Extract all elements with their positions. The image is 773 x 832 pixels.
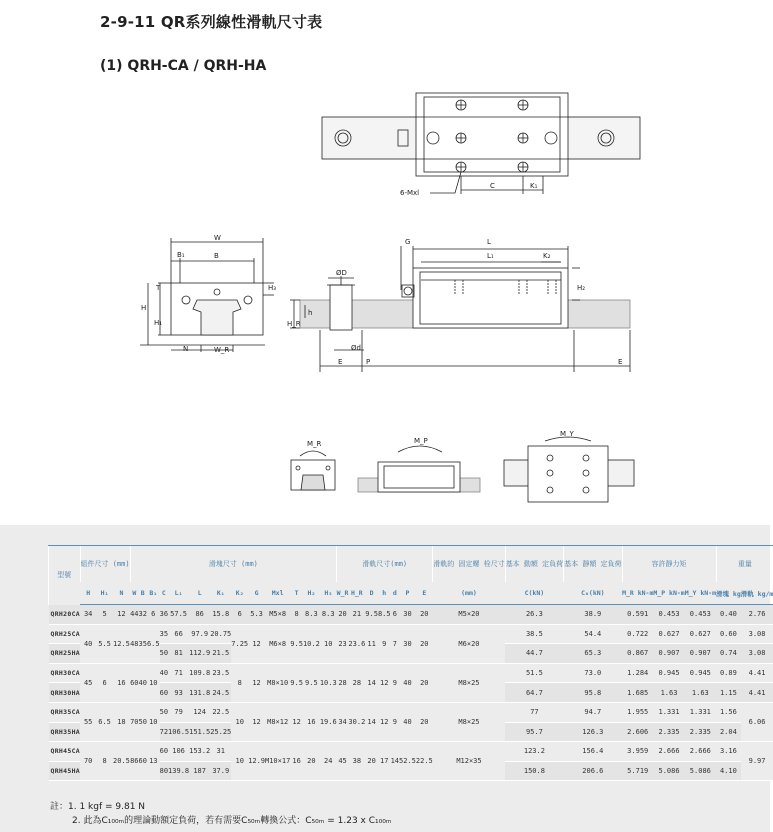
th-h-small: h bbox=[378, 582, 391, 605]
cell: 10 bbox=[320, 624, 337, 663]
footnotes bbox=[50, 800, 391, 828]
th-h2: H₂ bbox=[303, 582, 320, 605]
cell: 9.5 bbox=[290, 663, 303, 702]
cell: 40 bbox=[80, 624, 96, 663]
cell: 77 bbox=[505, 702, 563, 722]
cell: 55 bbox=[80, 702, 96, 741]
label-g: G bbox=[405, 238, 411, 246]
th-my: M_Y kN-m bbox=[685, 582, 716, 605]
cell: 21 bbox=[348, 605, 365, 625]
th-n: N bbox=[113, 582, 130, 605]
cell: M10×17 bbox=[265, 742, 290, 781]
moment-mr-drawing bbox=[291, 451, 335, 490]
cell: 8.3 bbox=[320, 605, 337, 625]
cell: 153.2 bbox=[189, 742, 210, 762]
cell: 2.76 bbox=[741, 605, 773, 625]
cell: 9 bbox=[391, 663, 399, 702]
cell: 72 bbox=[160, 722, 168, 742]
cell: 126.3 bbox=[564, 722, 622, 742]
cell: 95.7 bbox=[505, 722, 563, 742]
cell: M12×35 bbox=[433, 742, 505, 781]
cell: M5×8 bbox=[265, 605, 290, 625]
cell: 2.335 bbox=[653, 722, 684, 742]
th-e: E bbox=[416, 582, 433, 605]
cell: 20 bbox=[416, 702, 433, 741]
side-view-drawing bbox=[290, 246, 630, 372]
cell: 2.606 bbox=[622, 722, 653, 742]
th-d-big: D bbox=[365, 582, 378, 605]
label-l: L bbox=[487, 238, 491, 246]
cell: 35 bbox=[139, 624, 147, 663]
cell: 0.945 bbox=[685, 663, 716, 683]
cell: 1.331 bbox=[685, 702, 716, 722]
cell: 57.5 bbox=[168, 605, 189, 625]
cell: 0.453 bbox=[653, 605, 684, 625]
cell: 151.5 bbox=[189, 722, 210, 742]
cell: 156.4 bbox=[564, 742, 622, 762]
cell: 2.335 bbox=[685, 722, 716, 742]
footnote-1: 註：1. 1 kgf = 9.81 N bbox=[50, 802, 146, 812]
cell: 38.5 bbox=[505, 624, 563, 644]
cell: 40 bbox=[160, 663, 168, 683]
th-assembly: 組件尺寸 (mm) bbox=[80, 546, 130, 583]
cell: 71 bbox=[168, 663, 189, 683]
cell: 2.666 bbox=[685, 742, 716, 762]
cell: 35 bbox=[160, 624, 168, 644]
cell: 14 bbox=[391, 742, 399, 781]
label-my: M_Y bbox=[560, 430, 574, 438]
cell: 4.41 bbox=[741, 663, 773, 683]
th-wr: W_R bbox=[337, 582, 349, 605]
cell: 86 bbox=[189, 605, 210, 625]
cell: M5×20 bbox=[433, 605, 505, 625]
cell: 8.3 bbox=[303, 605, 320, 625]
label-h-small: h bbox=[308, 309, 313, 317]
cell: 64.7 bbox=[505, 683, 563, 703]
cell: 12 bbox=[248, 702, 265, 741]
cell: 1.685 bbox=[622, 683, 653, 703]
cell: 1.15 bbox=[716, 683, 741, 703]
cell: 8 bbox=[96, 742, 112, 781]
cell: 40 bbox=[139, 663, 147, 702]
label-mxl: 6-Mxl bbox=[400, 189, 420, 197]
cell: 5.086 bbox=[685, 761, 716, 781]
cell: 139.8 bbox=[168, 761, 189, 781]
cell: 8 bbox=[290, 605, 303, 625]
cell: 6.5 bbox=[147, 624, 160, 663]
cell: 6.5 bbox=[96, 702, 112, 741]
cell: 38 bbox=[348, 742, 365, 781]
cell: 0.453 bbox=[685, 605, 716, 625]
th-h1: H₁ bbox=[96, 582, 112, 605]
cell: 97.9 bbox=[189, 624, 210, 644]
cell: 0.89 bbox=[716, 663, 741, 683]
cell: 23.6 bbox=[348, 624, 365, 663]
th-weight-block: 滑塊 kg bbox=[716, 582, 741, 605]
cell: 32 bbox=[139, 605, 147, 625]
front-view-drawing bbox=[140, 238, 277, 352]
th-l: L bbox=[189, 582, 210, 605]
th-h: H bbox=[80, 582, 96, 605]
cell: 12 bbox=[248, 663, 265, 702]
label-mp: M_P bbox=[414, 437, 428, 445]
cell: 106.5 bbox=[168, 722, 189, 742]
table-row bbox=[49, 663, 773, 683]
label-t: T bbox=[156, 284, 161, 292]
cell: 17 bbox=[378, 742, 391, 781]
moment-my-drawing bbox=[504, 437, 634, 502]
label-h1: H₁ bbox=[154, 319, 163, 327]
cell: 23.5 bbox=[210, 663, 231, 683]
cell: 1.63 bbox=[653, 683, 684, 703]
cell: 6 bbox=[96, 663, 112, 702]
page-subtitle: (1) QRH-CA / QRH-HA bbox=[100, 58, 267, 74]
cell: 6 bbox=[391, 605, 399, 625]
th-w: W bbox=[130, 582, 138, 605]
cell: 12 bbox=[290, 702, 303, 741]
cell-model: QRH20CA bbox=[49, 605, 81, 625]
cell: 131.8 bbox=[189, 683, 210, 703]
cell: 45 bbox=[337, 742, 349, 781]
cell: 28 bbox=[348, 663, 365, 702]
cell: 44.7 bbox=[505, 644, 563, 664]
label-d: Ød bbox=[351, 344, 361, 352]
th-block: 滑塊尺寸 (mm) bbox=[130, 546, 337, 583]
label-h: H bbox=[141, 304, 147, 312]
label-b1: B₁ bbox=[177, 251, 185, 259]
cell: 6.06 bbox=[741, 702, 773, 741]
cell: 81 bbox=[168, 644, 189, 664]
label-e-left: E bbox=[338, 358, 343, 366]
label-p: P bbox=[366, 358, 371, 366]
cell: 10.3 bbox=[320, 663, 337, 702]
cell: 7 bbox=[391, 624, 399, 663]
cell: 28 bbox=[337, 663, 349, 702]
label-mr: M_R bbox=[307, 440, 322, 448]
cell: 10.2 bbox=[303, 624, 320, 663]
cell: 24 bbox=[320, 742, 337, 781]
label-b: B bbox=[214, 252, 219, 260]
cell: 15.8 bbox=[210, 605, 231, 625]
cell: 0.60 bbox=[716, 624, 741, 644]
cell: 4.10 bbox=[716, 761, 741, 781]
label-od: ØD bbox=[336, 269, 347, 277]
cell: 50 bbox=[160, 644, 168, 664]
cell: 1.284 bbox=[622, 663, 653, 683]
cell: 40 bbox=[399, 663, 416, 702]
th-b: B bbox=[139, 582, 147, 605]
cell-model: QRH25HA bbox=[49, 644, 81, 664]
th-b1: B₁ bbox=[147, 582, 160, 605]
cell: 34 bbox=[337, 702, 349, 741]
moment-mp-drawing bbox=[358, 446, 480, 492]
cell: 8 bbox=[231, 663, 248, 702]
cell: 123.2 bbox=[505, 742, 563, 762]
cell-model: QRH30HA bbox=[49, 683, 81, 703]
cell: 79 bbox=[168, 702, 189, 722]
cell: 4.41 bbox=[741, 683, 773, 703]
cell: 5.5 bbox=[96, 624, 112, 663]
th-l1: L₁ bbox=[168, 582, 189, 605]
cell-model: QRH35CA bbox=[49, 702, 81, 722]
th-t: T bbox=[290, 582, 303, 605]
cell: 70 bbox=[130, 702, 138, 741]
cell: 16 bbox=[290, 742, 303, 781]
cell: 150.8 bbox=[505, 761, 563, 781]
cell: 1.955 bbox=[622, 702, 653, 722]
label-l1: L₁ bbox=[487, 252, 494, 260]
cell: 7.25 bbox=[231, 624, 248, 663]
cell: 9 bbox=[378, 624, 391, 663]
th-moment: 容許靜力矩 bbox=[622, 546, 716, 583]
cell: 20.75 bbox=[210, 624, 231, 644]
cell: 6 bbox=[231, 605, 248, 625]
table-row bbox=[49, 605, 773, 625]
label-c: C bbox=[490, 182, 495, 190]
cell-model: QRH25CA bbox=[49, 624, 81, 644]
label-w: W bbox=[214, 234, 221, 242]
cell: 20 bbox=[416, 624, 433, 663]
th-rail-bolt: 滑軌的 固定螺 栓尺寸 bbox=[433, 546, 505, 583]
spec-table bbox=[48, 545, 773, 781]
cell: 109.8 bbox=[189, 663, 210, 683]
cell: 30 bbox=[399, 624, 416, 663]
th-c0: C₀(kN) bbox=[564, 582, 622, 605]
cell: 48 bbox=[130, 624, 138, 663]
cell: 1.56 bbox=[716, 702, 741, 722]
cell: 65.3 bbox=[564, 644, 622, 664]
cell: 12 bbox=[113, 605, 130, 625]
cell: 36 bbox=[160, 605, 168, 625]
th-hr: H_R bbox=[348, 582, 365, 605]
th-rail: 滑軌尺寸(mm) bbox=[337, 546, 433, 583]
cell: 2.666 bbox=[653, 742, 684, 762]
label-k2: K₂ bbox=[543, 252, 551, 260]
cell: 1.63 bbox=[685, 683, 716, 703]
th-k1: K₁ bbox=[210, 582, 231, 605]
th-weight: 重量 bbox=[716, 546, 773, 583]
cell: 12 bbox=[378, 702, 391, 741]
cell: 8.5 bbox=[378, 605, 391, 625]
cell: 73.0 bbox=[564, 663, 622, 683]
cell: 52.5 bbox=[399, 742, 416, 781]
th-model: 型號 bbox=[49, 546, 81, 605]
th-stat: 基本 靜額 定負荷 bbox=[564, 546, 622, 583]
cell: 20 bbox=[416, 605, 433, 625]
cell: 20 bbox=[416, 663, 433, 702]
cell: 50 bbox=[160, 702, 168, 722]
cell: 5.086 bbox=[653, 761, 684, 781]
cell: 0.591 bbox=[622, 605, 653, 625]
cell: 9 bbox=[391, 702, 399, 741]
cell: 12 bbox=[378, 663, 391, 702]
page-title: 2-9-11 QR系列線性滑軌尺寸表 bbox=[100, 13, 323, 31]
cell: 54.4 bbox=[564, 624, 622, 644]
cell: 34 bbox=[80, 605, 96, 625]
cell: 112.9 bbox=[189, 644, 210, 664]
cell: 5.3 bbox=[248, 605, 265, 625]
cell: 9.97 bbox=[741, 742, 773, 781]
cell: 106 bbox=[168, 742, 189, 762]
cell: 14 bbox=[365, 702, 378, 741]
cell: 50 bbox=[139, 702, 147, 741]
cell: 12.5 bbox=[113, 624, 130, 663]
cell: 13 bbox=[147, 742, 160, 781]
cell: 26.3 bbox=[505, 605, 563, 625]
cell: 10 bbox=[231, 742, 248, 781]
cell: 10 bbox=[147, 702, 160, 741]
cell: 9.5 bbox=[303, 663, 320, 702]
cell: 25.25 bbox=[210, 722, 231, 742]
cell: 37.9 bbox=[210, 761, 231, 781]
th-mxl: Mxl bbox=[265, 582, 290, 605]
cell: 0.907 bbox=[685, 644, 716, 664]
cell: M6×8 bbox=[265, 624, 290, 663]
cell: 0.722 bbox=[622, 624, 653, 644]
cell: 24.5 bbox=[210, 683, 231, 703]
cell: 22.5 bbox=[210, 702, 231, 722]
cell: 44 bbox=[130, 605, 138, 625]
cell-model: QRH30CA bbox=[49, 663, 81, 683]
cell: 5.719 bbox=[622, 761, 653, 781]
cell: 0.627 bbox=[653, 624, 684, 644]
th-d-small: d bbox=[391, 582, 399, 605]
th-c-dyn: C(kN) bbox=[505, 582, 563, 605]
cell-model: QRH35HA bbox=[49, 722, 81, 742]
label-n: N bbox=[183, 345, 189, 353]
cell: 9.5 bbox=[290, 624, 303, 663]
cell: 0.74 bbox=[716, 644, 741, 664]
cell: 11 bbox=[365, 624, 378, 663]
cell: 5 bbox=[96, 605, 112, 625]
label-e-right: E bbox=[618, 358, 623, 366]
th-g: G bbox=[248, 582, 265, 605]
cell: 66 bbox=[168, 624, 189, 644]
cell: 70 bbox=[80, 742, 96, 781]
cell: M8×25 bbox=[433, 663, 505, 702]
cell: 18 bbox=[113, 702, 130, 741]
cell: 45 bbox=[80, 663, 96, 702]
cell: 16 bbox=[113, 663, 130, 702]
cell: 86 bbox=[130, 742, 138, 781]
cell: 3.959 bbox=[622, 742, 653, 762]
cell: M8×25 bbox=[433, 702, 505, 741]
cell-model: QRH45CA bbox=[49, 742, 81, 762]
th-k2: K₂ bbox=[231, 582, 248, 605]
th-mr: M_R kN-m bbox=[622, 582, 653, 605]
cell: 3.16 bbox=[716, 742, 741, 762]
cell: 30 bbox=[399, 605, 416, 625]
cell: 187 bbox=[189, 761, 210, 781]
cell: 31 bbox=[210, 742, 231, 762]
cell: 0.867 bbox=[622, 644, 653, 664]
cell: M8×10 bbox=[265, 663, 290, 702]
cell: 10 bbox=[147, 663, 160, 702]
label-h2: H₂ bbox=[577, 284, 586, 292]
cell: M8×12 bbox=[265, 702, 290, 741]
cell: 20 bbox=[365, 742, 378, 781]
cell: 0.40 bbox=[716, 605, 741, 625]
cell: 22.5 bbox=[416, 742, 433, 781]
th-weight-rail: 滑軌 kg/m bbox=[741, 582, 773, 605]
cell: 20 bbox=[337, 605, 349, 625]
cell: 60 bbox=[160, 742, 168, 762]
th-mp: M_P kN-m bbox=[653, 582, 684, 605]
cell: 19.6 bbox=[320, 702, 337, 741]
label-h3: H₃ bbox=[268, 284, 277, 292]
label-k1: K₁ bbox=[530, 182, 538, 190]
cell: 60 bbox=[139, 742, 147, 781]
cell: M6×20 bbox=[433, 624, 505, 663]
top-view-drawing bbox=[322, 93, 640, 194]
cell: 9.5 bbox=[365, 605, 378, 625]
cell: 40 bbox=[399, 702, 416, 741]
cell-model: QRH45HA bbox=[49, 761, 81, 781]
cell: 2.04 bbox=[716, 722, 741, 742]
cell: 0.907 bbox=[653, 644, 684, 664]
cell: 3.08 bbox=[741, 624, 773, 644]
label-wr: W_R bbox=[214, 346, 230, 354]
cell: 124 bbox=[189, 702, 210, 722]
cell: 10 bbox=[231, 702, 248, 741]
cell: 51.5 bbox=[505, 663, 563, 683]
footnote-2: 2. 此為C₁₀₀ₘ的理論動額定負荷，若有需要C₅₀ₘ轉換公式：C₅₀ₘ = 1.23 x C₁₀₀ₘ bbox=[72, 816, 392, 826]
cell: 94.7 bbox=[564, 702, 622, 722]
th-bolt-unit: (mm) bbox=[433, 582, 505, 605]
cell: 14 bbox=[365, 663, 378, 702]
cell: 30.2 bbox=[348, 702, 365, 741]
cell: 20.5 bbox=[113, 742, 130, 781]
th-dyn: 基本 動額 定負荷 bbox=[505, 546, 563, 583]
cell: 0.627 bbox=[685, 624, 716, 644]
cell: 12 bbox=[248, 624, 265, 663]
label-hr: H_R bbox=[287, 320, 301, 328]
cell: 60 bbox=[130, 663, 138, 702]
cell: 38.9 bbox=[564, 605, 622, 625]
cell: 95.8 bbox=[564, 683, 622, 703]
th-p: P bbox=[399, 582, 416, 605]
cell: 6 bbox=[147, 605, 160, 625]
cell: 60 bbox=[160, 683, 168, 703]
th-c: C bbox=[160, 582, 168, 605]
table-row bbox=[49, 742, 773, 762]
cell: 93 bbox=[168, 683, 189, 703]
cell: 21.5 bbox=[210, 644, 231, 664]
cell: 1.331 bbox=[653, 702, 684, 722]
cell: 16 bbox=[303, 702, 320, 741]
cell: 3.08 bbox=[741, 644, 773, 664]
cell: 20 bbox=[303, 742, 320, 781]
table-row bbox=[49, 624, 773, 644]
cell: 0.945 bbox=[653, 663, 684, 683]
cell: 23 bbox=[337, 624, 349, 663]
cell: 12.9 bbox=[248, 742, 265, 781]
th-h3: H₃ bbox=[320, 582, 337, 605]
table-row bbox=[49, 702, 773, 722]
cell: 206.6 bbox=[564, 761, 622, 781]
cell: 80 bbox=[160, 761, 168, 781]
